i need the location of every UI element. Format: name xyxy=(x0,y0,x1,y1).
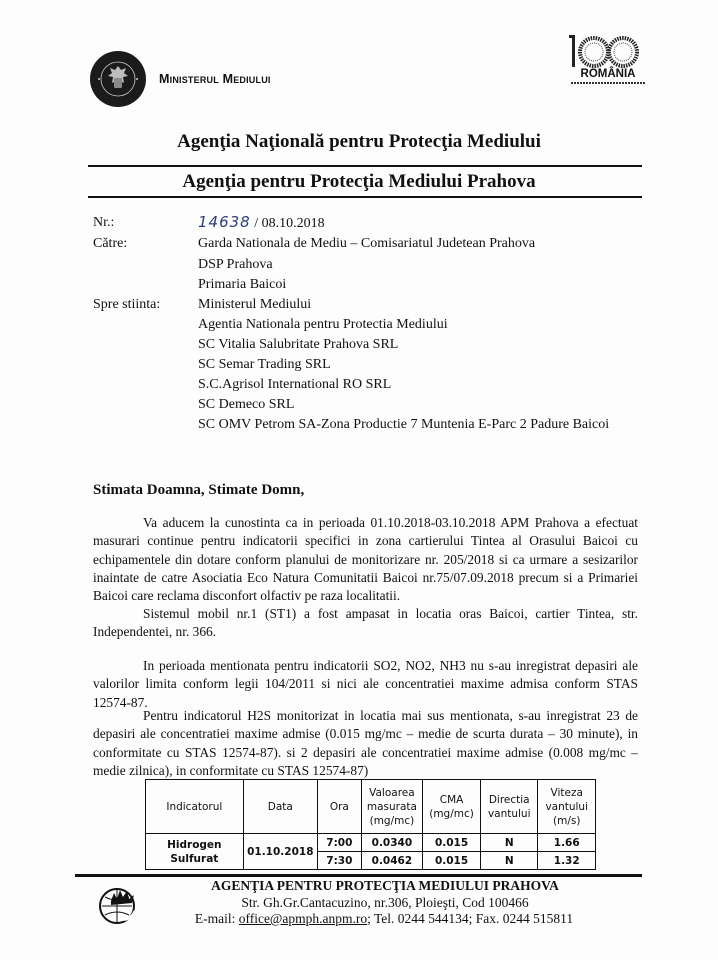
table-row xyxy=(146,834,596,852)
column-header: Indicatorul xyxy=(146,780,244,834)
time-cell: 7:30 xyxy=(317,852,361,870)
government-seal-icon xyxy=(90,51,146,107)
ministry-name: Ministerul Mediului xyxy=(159,72,271,86)
body-paragraph xyxy=(93,605,638,642)
recipient: Primaria Baicoi xyxy=(198,277,287,292)
date-cell: 01.10.2018 xyxy=(243,834,317,870)
cc-label: Spre stiinta: xyxy=(93,297,161,312)
footer-contact xyxy=(0,911,718,927)
column-header: Viteza vantului (m/s) xyxy=(538,780,596,834)
handwritten-number: 14638 xyxy=(198,213,251,231)
column-header: Valoarea masurata (mg/mc) xyxy=(361,780,422,834)
cc-recipient: S.C.Agrisol International RO SRL xyxy=(198,377,392,392)
recipient: DSP Prahova xyxy=(198,257,273,272)
footer-divider xyxy=(75,874,642,877)
header-divider xyxy=(88,196,642,198)
romania-100-label: ROMÂNIA xyxy=(580,68,636,80)
footer-agency-title: AGENŢIA PENTRU PROTECŢIA MEDIULUI PRAHOVA xyxy=(211,878,559,893)
cc-recipient: SC Vitalia Salubritate Prahova SRL xyxy=(198,337,399,352)
indicator-cell: Hidrogen Sulfurat xyxy=(146,834,244,870)
romania-100-subtitle-line xyxy=(571,82,645,84)
wind-speed-cell: 1.66 xyxy=(538,834,596,852)
wind-speed-cell: 1.32 xyxy=(538,852,596,870)
body-paragraph xyxy=(93,514,638,605)
salutation: Stimata Doamna, Stimate Domn, xyxy=(93,482,305,498)
email-link[interactable]: office@apmph.anpm.ro xyxy=(238,911,368,926)
body-paragraph xyxy=(93,657,638,712)
column-header: CMA (mg/mc) xyxy=(423,780,481,834)
paragraph-text: In perioada mentionata pentru indicatorii SO2, NO2, NH3 nu s-au inregistrat depasiri ale valorilor limita conform legii 104/2011 si nici ale concentratiei maxime admisa conform STAS 12574-87. xyxy=(93,658,638,710)
cma-cell: 0.015 xyxy=(423,834,481,852)
cma-cell: 0.015 xyxy=(423,852,481,870)
measurements-table xyxy=(145,779,596,870)
paragraph-text: Va aducem la cunostinta ca in perioada 01.10.2018-03.10.2018 APM Prahova a efectuat masurari continue pentru indicatorii specifici in zona cartierului Tintea al Orasului Baicoi cu echipamentele din dotare conform planului de monitorizare nr. 205/2018 si ca urmare a sesizarilor inaintate de catre Asociatia Eco Natura Comunitatii Baicoi nr.75/07.09.2018 precum si a Primariei Baicoi care reclama disconfort olfactiv pe raza localitatii. xyxy=(93,515,638,604)
nr-label: Nr.: xyxy=(93,215,115,230)
column-header: Directia vantului xyxy=(481,780,538,834)
body-paragraph xyxy=(93,707,638,780)
cc-recipient: SC Demeco SRL xyxy=(198,397,295,412)
time-cell: 7:00 xyxy=(317,834,361,852)
measured-value-cell: 0.0462 xyxy=(361,852,422,870)
column-header: Ora xyxy=(317,780,361,834)
table-header-row xyxy=(146,780,596,834)
agency-national-title: Agenţia Naţională pentru Protecţia Mediului xyxy=(177,131,541,152)
cc-recipient: SC OMV Petrom SA-Zona Productie 7 Muntenia E-Parc 2 Padure Baicoi xyxy=(198,417,610,432)
cc-recipient: Agentia Nationala pentru Protectia Mediului xyxy=(198,317,448,332)
column-header: Data xyxy=(243,780,317,834)
footer-address: Str. Gh.Gr.Cantacuzino, nr.306, Ploieşti, Cod 100466 xyxy=(241,895,529,910)
wind-direction-cell: N xyxy=(481,834,538,852)
measured-value-cell: 0.0340 xyxy=(361,834,422,852)
cc-recipient: SC Semar Trading SRL xyxy=(198,357,331,372)
recipient: Garda Nationala de Mediu – Comisariatul Judetean Prahova xyxy=(198,236,536,251)
phone-fax: ; Tel. 0244 544134; Fax. 0244 515811 xyxy=(367,911,574,926)
to-label: Către: xyxy=(93,236,128,251)
cc-recipient: Ministerul Mediului xyxy=(198,297,312,312)
email-label: E-mail: xyxy=(194,911,239,926)
wind-direction-cell: N xyxy=(481,852,538,870)
paragraph-text: Sistemul mobil nr.1 (ST1) a fost ampasat in locatia oras Baicoi, cartier Tintea, str. Independentei, nr. 366. xyxy=(93,606,638,640)
header-divider xyxy=(88,165,642,167)
paragraph-text: Pentru indicatorul H2S monitorizat in locatia mai sus mentionata, s-au inregistrat 23 de depasiri ale concentratiei maxime admise (0.015 mg/mc – medie de scurta durata – 30 minute), in conformitate cu STAS 12574-87). si 2 depasiri ale concentratiei maxime admise (0.008 mg/mc – medie zilnica), in conformitate cu STAS 12574-87) xyxy=(93,708,638,778)
agency-local-title: Agenţia pentru Protecţia Mediului Prahova xyxy=(182,171,536,192)
registration-number xyxy=(198,213,325,232)
registration-date: / 08.10.2018 xyxy=(254,216,325,231)
